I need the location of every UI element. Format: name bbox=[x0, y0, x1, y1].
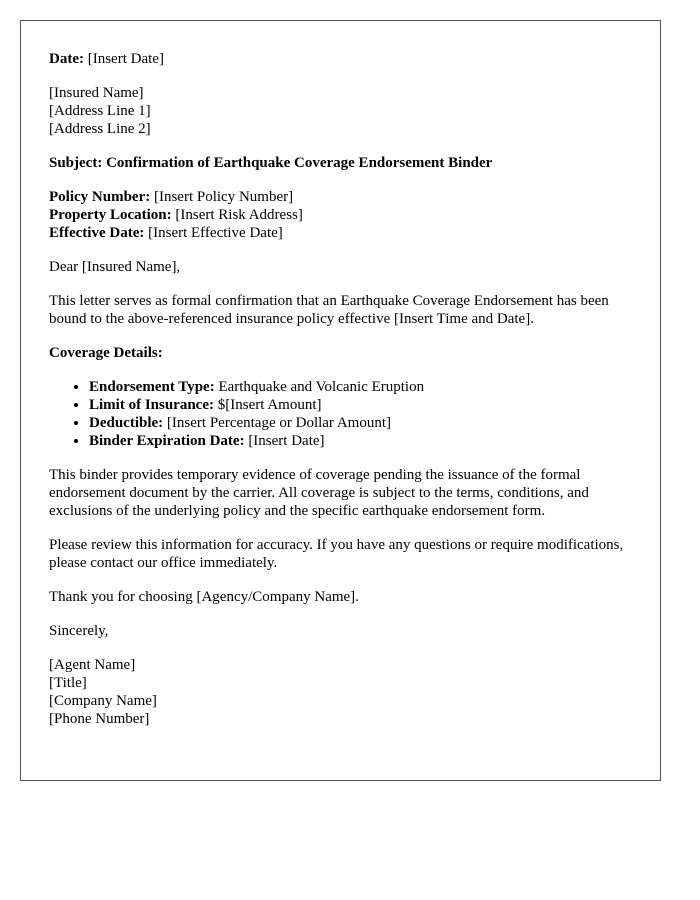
list-item bbox=[89, 414, 632, 432]
list-item bbox=[89, 378, 632, 396]
effective-date-value: [Insert Effective Date] bbox=[148, 225, 283, 241]
salutation: Dear [Insured Name], bbox=[49, 259, 181, 275]
deductible-label: Deductible: bbox=[89, 415, 164, 431]
coverage-details-list bbox=[49, 378, 632, 450]
date-value: [Insert Date] bbox=[87, 51, 164, 67]
phone-number: [Phone Number] bbox=[49, 711, 150, 727]
letter-document bbox=[20, 20, 661, 781]
date-line bbox=[49, 50, 632, 68]
property-location-label: Property Location: bbox=[49, 207, 172, 223]
deductible-value: [Insert Percentage or Dollar Amount] bbox=[166, 415, 392, 431]
recipient-name: [Insured Name] bbox=[49, 85, 144, 101]
endorsement-type-value: Earthquake and Volcanic Eruption bbox=[218, 379, 425, 395]
agent-name: [Agent Name] bbox=[49, 657, 136, 673]
policy-number-label: Policy Number: bbox=[49, 189, 151, 205]
address-line-1: [Address Line 1] bbox=[49, 103, 151, 119]
list-item bbox=[89, 396, 632, 414]
binder-expiration-value: [Insert Date] bbox=[248, 433, 325, 449]
intro-paragraph: This letter serves as formal confirmation that an Earthquake Coverage Endorsement has been bound to the above-referenced insurance policy effective [Insert Time and Date]. bbox=[49, 293, 609, 327]
limit-of-insurance-label: Limit of Insurance: bbox=[89, 397, 214, 413]
binder-paragraph: This binder provides temporary evidence of coverage pending the issuance of the formal endorsement document by the carrier. All coverage is subject to the terms, conditions, and exclusions of the underlying policy and the specific earthquake endorsement form. bbox=[49, 467, 589, 519]
binder-paragraph-block bbox=[49, 466, 632, 520]
effective-date-line bbox=[49, 224, 632, 242]
coverage-heading-block bbox=[49, 344, 632, 362]
subject-block bbox=[49, 154, 632, 172]
policy-info bbox=[49, 188, 632, 242]
subject-line: Subject: Confirmation of Earthquake Coverage Endorsement Binder bbox=[49, 155, 493, 171]
signature-block bbox=[49, 656, 632, 728]
thanks-block bbox=[49, 588, 632, 606]
closing-block bbox=[49, 622, 632, 640]
company-name: [Company Name] bbox=[49, 693, 157, 709]
thanks-line: Thank you for choosing [Agency/Company Name]. bbox=[49, 589, 359, 605]
address-line-2: [Address Line 2] bbox=[49, 121, 151, 137]
property-location-value: [Insert Risk Address] bbox=[175, 207, 303, 223]
review-paragraph-block bbox=[49, 536, 632, 572]
limit-of-insurance-value: $[Insert Amount] bbox=[217, 397, 322, 413]
closing-line: Sincerely, bbox=[49, 623, 109, 639]
coverage-heading: Coverage Details: bbox=[49, 345, 163, 361]
recipient-address bbox=[49, 84, 632, 138]
review-paragraph: Please review this information for accuracy. If you have any questions or require modifications, please contact our office immediately. bbox=[49, 537, 624, 571]
list-item bbox=[89, 432, 632, 450]
agent-title: [Title] bbox=[49, 675, 87, 691]
policy-number-value: [Insert Policy Number] bbox=[153, 189, 294, 205]
effective-date-label: Effective Date: bbox=[49, 225, 145, 241]
policy-number-line bbox=[49, 188, 632, 206]
endorsement-type-label: Endorsement Type: bbox=[89, 379, 215, 395]
salutation-block bbox=[49, 258, 632, 276]
property-location-line bbox=[49, 206, 632, 224]
binder-expiration-label: Binder Expiration Date: bbox=[89, 433, 245, 449]
intro-paragraph-block bbox=[49, 292, 632, 328]
date-label: Date: bbox=[49, 51, 84, 67]
